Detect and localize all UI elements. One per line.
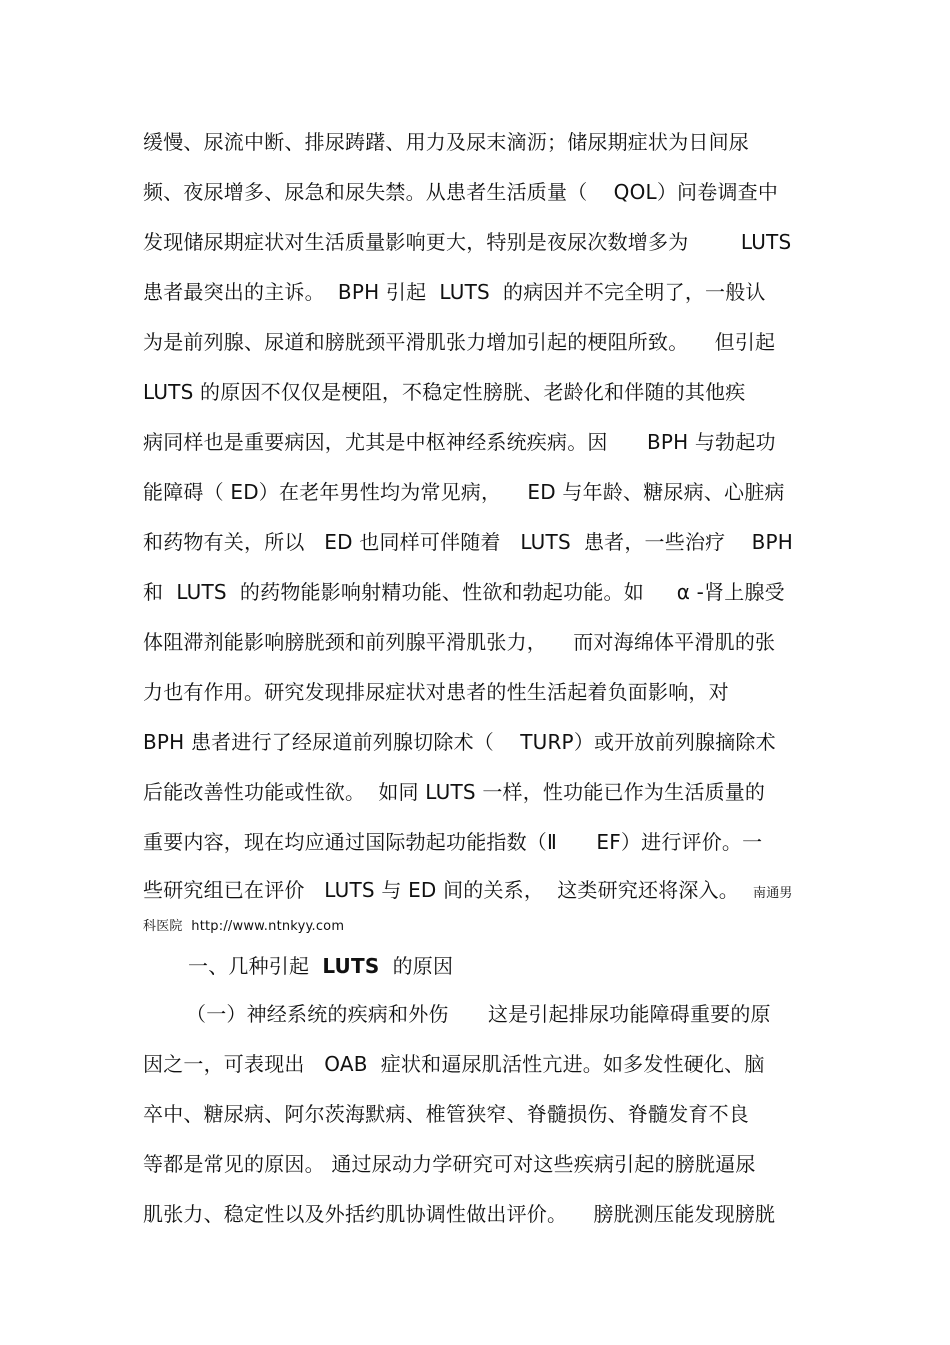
- paragraph1-line-10: 和 LUTS 的药物能影响射精功能、性欲和勃起功能。如 α -肾上腺受: [143, 580, 785, 604]
- paragraph1-line-1: 缓慢、尿流中断、排尿踌躇、用力及尿末滴沥；储尿期症状为日间尿: [143, 130, 749, 154]
- paragraph1-line-3: 发现储尿期症状对生活质量影响更大，特别是夜尿次数增多为 LUTS: [143, 230, 792, 254]
- section-heading-bold: LUTS: [322, 954, 380, 978]
- paragraph1-line-2: 频、夜尿增多、尿急和尿失禁。从患者生活质量（ QOL）问卷调查中: [143, 180, 779, 204]
- section-heading-suffix: 的原因: [379, 954, 454, 978]
- paragraph2-line-5: 肌张力、稳定性以及外括约肌协调性做出评价。 膀胱测压能发现膀胱: [143, 1202, 776, 1226]
- paragraph2-line-1: （一）神经系统的疾病和外伤 这是引起排尿功能障碍重要的原: [186, 1002, 771, 1026]
- paragraph1-line-8: 能障碍（ ED）在老年男性均为常见病， ED 与年龄、糖尿病、心脏病: [143, 480, 785, 504]
- paragraph1-line-7: 病同样也是重要病因，尤其是中枢神经系统疾病。因 BPH 与勃起功: [143, 430, 776, 454]
- paragraph1-line-5: 为是前列腺、尿道和膀胱颈平滑肌张力增加引起的梗阻所致。 但引起: [143, 330, 776, 354]
- paragraph2-line-2: 因之一，可表现出 OAB 症状和逼尿肌活性亢进。如多发性硬化、脑: [143, 1052, 765, 1076]
- paragraph2-line-4: 等都是常见的原因。 通过尿动力学研究可对这些疾病引起的膀胱逼尿: [143, 1152, 756, 1176]
- paragraph1-line-15: 重要内容，现在均应通过国际勃起功能指数（Ⅱ EF）进行评价。一: [143, 830, 763, 854]
- paragraph1-line-16: [143, 876, 813, 904]
- paragraph1-line-13: BPH 患者进行了经尿道前列腺切除术（ TURP）或开放前列腺摘除术: [143, 730, 776, 754]
- paragraph1-line-14: 后能改善性功能或性欲。 如同 LUTS 一样，性功能已作为生活质量的: [143, 780, 766, 804]
- paragraph1-line-16-text: 些研究组已在评价 LUTS 与 ED 间的关系， 这类研究还将深入。: [143, 878, 739, 902]
- section-heading-prefix: 一、几种引起: [188, 954, 323, 978]
- paragraph1-line-9: 和药物有关，所以 ED 也同样可伴随着 LUTS 患者，一些治疗 BPH: [143, 530, 794, 554]
- inline-note-hospital-name: 南通男: [753, 886, 793, 901]
- paragraph1-line-12: 力也有作用。研究发现排尿症状对患者的性生活起着负面影响，对: [143, 680, 729, 704]
- paragraph1-line-11: 体阻滞剂能影响膀胱颈和前列腺平滑肌张力， 而对海绵体平滑肌的张: [143, 630, 776, 654]
- paragraph2-line-3: 卒中、糖尿病、阿尔茨海默病、椎管狭窄、脊髓损伤、脊髓发育不良: [143, 1102, 749, 1126]
- paragraph1-line-6: LUTS 的原因不仅仅是梗阻，不稳定性膀胱、老龄化和伴随的其他疾: [143, 380, 746, 404]
- section-heading: [188, 952, 858, 980]
- paragraph1-line-4: 患者最突出的主诉。 BPH 引起 LUTS 的病因并不完全明了，一般认: [143, 280, 766, 304]
- inline-note-hospital-url: 科医院 http://www.ntnkyy.com: [143, 919, 345, 934]
